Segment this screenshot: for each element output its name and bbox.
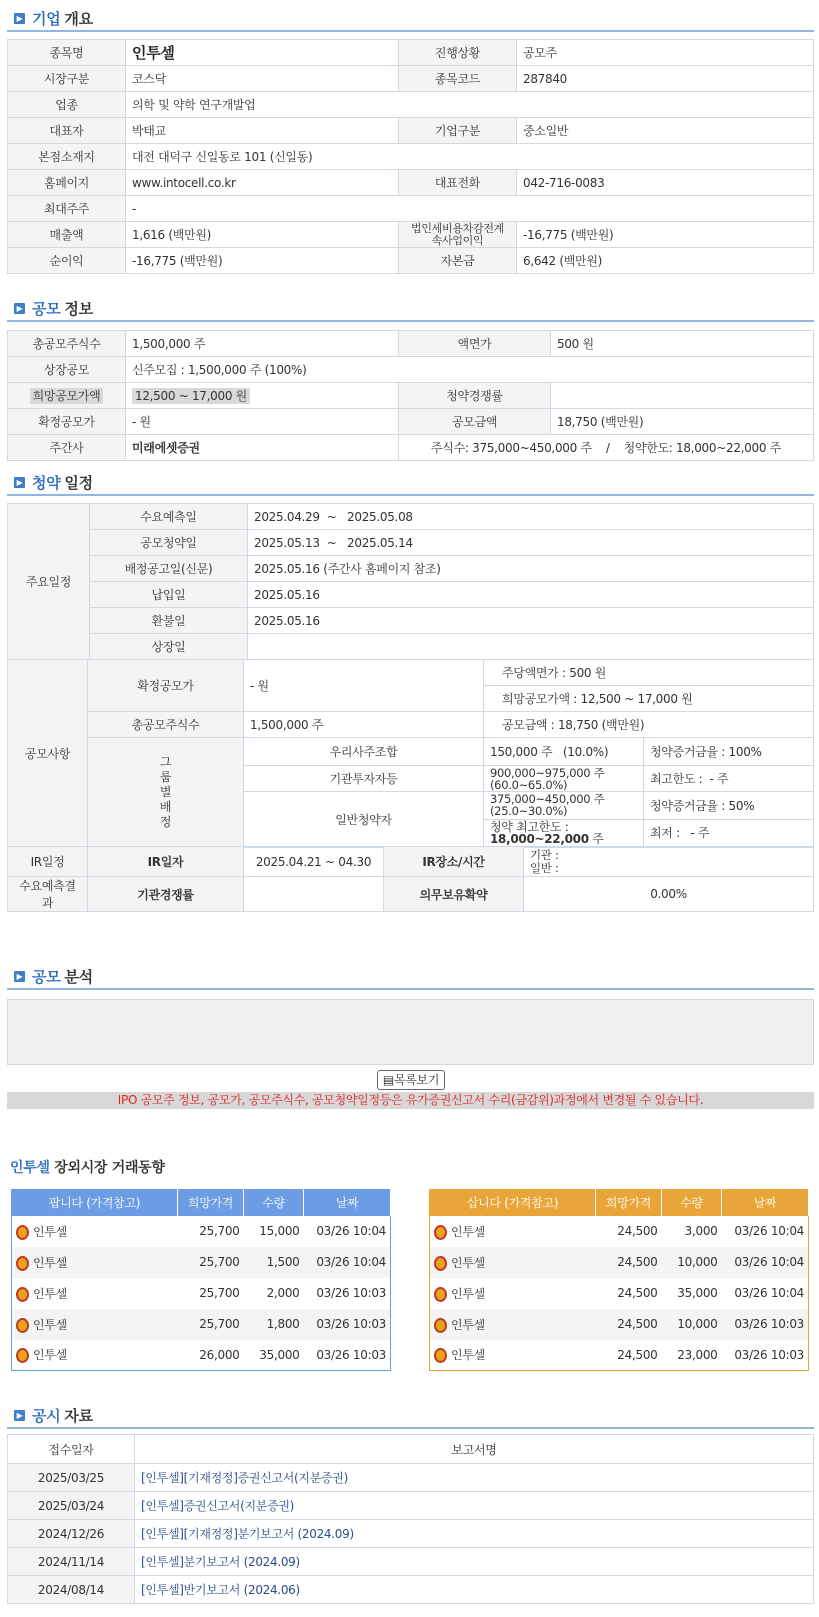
disclosure-date: 2024/12/26	[8, 1520, 135, 1548]
payment-label: 납입일	[90, 582, 248, 608]
par-value: 500 원	[551, 331, 814, 357]
otc-title: 인투셀 장외시장 거래동향	[10, 1160, 165, 1176]
offer-amount-value: 18,750 (백만원)	[551, 409, 814, 435]
medal-icon	[434, 1348, 447, 1363]
otc-qty: 10,000	[662, 1309, 722, 1340]
retail-label: 일반청약자	[244, 792, 484, 848]
ir-table	[7, 846, 814, 912]
competition-label: 청약경쟁률	[399, 383, 551, 409]
offer-items-table	[7, 659, 814, 848]
disclosure-date: 2024/08/14	[8, 1576, 135, 1604]
section-overview-title: ▶ 기업 개요	[14, 8, 93, 29]
disclosure-date: 2025/03/25	[8, 1464, 135, 1492]
payment-value: 2025.05.16	[248, 582, 814, 608]
otc-date: 03/26 10:03	[316, 1347, 386, 1362]
section-divider	[7, 494, 814, 496]
sales-label: 매출액	[8, 222, 126, 248]
employee-union-value: 150,000 주 (10.0%)	[484, 738, 644, 766]
medal-icon	[434, 1225, 447, 1240]
otc-date: 03/26 10:03	[722, 1309, 809, 1340]
subscription-value: 2025.05.13 ~ 2025.05.14	[248, 530, 814, 556]
section-bullet-icon: ▶	[14, 13, 25, 24]
par-line: 주당액면가 : 500 원	[484, 660, 814, 686]
disclosure-date: 2025/03/24	[8, 1492, 135, 1520]
list-button[interactable]: ▤목록보기	[377, 1070, 445, 1090]
sell-price-header: 희망가격	[178, 1190, 244, 1216]
section-bullet-icon: ▶	[14, 1410, 25, 1421]
stock-name: 인투셀	[126, 40, 399, 66]
phone-value: 042-716-0083	[517, 170, 814, 196]
code-value: 287840	[517, 66, 814, 92]
net-income-value: -16,775 (백만원)	[126, 248, 399, 274]
section-divider	[7, 30, 814, 32]
medal-icon	[434, 1287, 447, 1302]
ir-place-value: 기관 : 일반 :	[524, 847, 814, 877]
lockup-value: 0.00%	[524, 877, 814, 912]
ir-date-label: IR일자	[88, 847, 244, 877]
hope-price-value: 12,500 ~ 17,000 원	[126, 383, 399, 409]
medal-icon	[16, 1287, 29, 1302]
buy-date-header: 날짜	[722, 1190, 809, 1216]
otc-qty: 35,000	[259, 1347, 300, 1362]
subscription-label: 공모청약일	[90, 530, 248, 556]
homepage-label: 홈페이지	[8, 170, 126, 196]
underwriter-info: 주식수: 375,000~450,000 주 / 청약한도: 18,000~22,000 주	[399, 435, 814, 461]
disclosure-report-link[interactable]: [인투셀]반기보고서 (2024.06)	[135, 1576, 814, 1604]
otc-date: 03/26 10:03	[734, 1347, 804, 1362]
company-type-label: 기업구분	[399, 118, 517, 144]
otc-row[interactable]	[12, 1216, 391, 1247]
list-icon: ▤	[382, 1073, 394, 1087]
otc-price: 25,700	[178, 1247, 244, 1278]
offer-items-label: 공모사항	[8, 660, 88, 848]
otc-qty: 35,000	[677, 1286, 718, 1300]
retail-min: 최저 : - 주	[650, 826, 710, 840]
otc-stock[interactable]: 인투셀	[430, 1216, 596, 1247]
institution-limit: 최고한도 : - 주	[644, 766, 814, 792]
otc-row[interactable]	[12, 1278, 391, 1309]
otc-row[interactable]	[430, 1278, 809, 1309]
overview-table	[7, 39, 814, 274]
otc-qty: 1,800	[244, 1309, 304, 1340]
otc-price: 25,700	[199, 1286, 240, 1300]
market-label: 시장구분	[8, 66, 126, 92]
capital-label: 자본금	[399, 248, 517, 274]
demand-result-label: 수요예측결과	[8, 877, 88, 912]
section-schedule-title: ▶ 청약 일정	[14, 472, 93, 493]
sell-date-header: 날짜	[304, 1190, 391, 1216]
demand-forecast-value: 2025.04.29 ~ 2025.05.08	[248, 504, 814, 530]
ir-place-label: IR장소/시간	[384, 847, 524, 877]
underwriter-label: 주간사	[8, 435, 126, 461]
buy-qty-header: 수량	[662, 1190, 722, 1216]
retail-margin: 청약증거금율 : 50%	[644, 792, 813, 820]
competition-value	[551, 383, 814, 409]
holder-value: -	[126, 196, 814, 222]
retail-right-cell	[644, 792, 814, 848]
sell-table	[11, 1189, 391, 1371]
buy-table	[429, 1189, 809, 1371]
section-offer-title: ▶ 공모 정보	[14, 298, 93, 319]
ir-schedule-label: IR일정	[8, 847, 88, 877]
listing-label: 상장공모	[8, 357, 126, 383]
phone-label: 대표전화	[399, 170, 517, 196]
ceo-value: 박태교	[126, 118, 399, 144]
market-value: 코스닥	[126, 66, 399, 92]
status-label: 진행상황	[399, 40, 517, 66]
offer-table	[7, 330, 814, 461]
listing-date-value	[248, 634, 814, 660]
report-header: 보고서명	[135, 1435, 814, 1464]
otc-date: 03/26 10:04	[722, 1247, 809, 1278]
net-income-label: 순이익	[8, 248, 126, 274]
disclosure-report-link[interactable]: [인투셀]분기보고서 (2024.09)	[135, 1548, 814, 1576]
section-divider	[7, 988, 814, 990]
retail-value: 375,000~450,000 주 (25.0~30.0%)	[484, 792, 643, 820]
medal-icon	[16, 1256, 29, 1271]
hq-label: 본점소재지	[8, 144, 126, 170]
disclosure-row	[8, 1492, 814, 1520]
otc-stock[interactable]: 인투셀	[430, 1340, 596, 1371]
otc-qty: 2,000	[266, 1286, 300, 1300]
offer-amount-label: 공모금액	[399, 409, 551, 435]
otc-row[interactable]	[430, 1216, 809, 1247]
employee-union-label: 우리사주조합	[244, 738, 484, 766]
otc-qty: 15,000	[259, 1224, 300, 1238]
otc-row[interactable]	[430, 1309, 809, 1340]
refund-label: 환불일	[90, 608, 248, 634]
otc-row[interactable]	[430, 1340, 809, 1371]
inst-competition-value	[244, 877, 384, 912]
group-allocation-label: 그룹별배정	[88, 738, 244, 848]
otc-price: 26,000	[199, 1347, 240, 1362]
listing-date-label: 상장일	[90, 634, 248, 660]
fixed-price-label: 확정공모가	[8, 409, 126, 435]
otc-row[interactable]	[12, 1247, 391, 1278]
buy-price-header: 희망가격	[596, 1190, 662, 1216]
disclosure-row	[8, 1520, 814, 1548]
sell-qty-header: 수량	[244, 1190, 304, 1216]
disclosure-row	[8, 1548, 814, 1576]
otc-qty: 23,000	[677, 1347, 718, 1362]
homepage-link[interactable]: www.intocell.co.kr	[126, 170, 399, 196]
total-shares-value: 1,500,000 주	[126, 331, 399, 357]
industry-value: 의학 및 약학 연구개발업	[126, 92, 814, 118]
otc-date: 03/26 10:03	[316, 1286, 386, 1300]
medal-icon	[16, 1318, 29, 1333]
lockup-label: 의무보유확약	[384, 877, 524, 912]
disclosure-table	[7, 1434, 814, 1604]
medal-icon	[434, 1256, 447, 1271]
schedule-table	[7, 503, 814, 660]
otc-stock[interactable]: 인투셀	[430, 1278, 596, 1309]
analysis-content	[7, 999, 814, 1065]
otc-qty: 3,000	[684, 1224, 718, 1238]
buy-header: 삽니다 (가격참고)	[430, 1190, 596, 1216]
sales-value: 1,616 (백만원)	[126, 222, 399, 248]
retail-max-limit: 청약 최고한도 : 18,000~22,000 주	[490, 820, 604, 846]
code-label: 종목코드	[399, 66, 517, 92]
section-analysis-title: ▶ 공모 분석	[14, 966, 93, 987]
section-bullet-icon: ▶	[14, 971, 25, 982]
date-header: 접수일자	[8, 1435, 135, 1464]
medal-icon	[434, 1318, 447, 1333]
main-schedule-label: 주요일정	[8, 504, 90, 660]
otc-price: 24,500	[617, 1224, 658, 1238]
allocation-value: 2025.05.16 (주간사 홈페이지 참조)	[248, 556, 814, 582]
section-bullet-icon: ▶	[14, 477, 25, 488]
industry-label: 업종	[8, 92, 126, 118]
otc-qty: 1,500	[244, 1247, 304, 1278]
status-value: 공모주	[517, 40, 814, 66]
otc-price: 24,500	[596, 1247, 662, 1278]
capital-value: 6,642 (백만원)	[517, 248, 814, 274]
otc-stock[interactable]: 인투셀	[12, 1216, 178, 1247]
total-shares-value: 1,500,000 주	[244, 712, 484, 738]
offer-amount-line: 공모금액 : 18,750 (백만원)	[484, 712, 814, 738]
disclosure-row	[8, 1576, 814, 1604]
disclosure-row	[8, 1464, 814, 1492]
otc-price: 25,700	[199, 1224, 240, 1238]
disclosure-report-link[interactable]: [인투셀][기재정정]분기보고서 (2024.09)	[135, 1520, 814, 1548]
otc-price: 24,500	[617, 1286, 658, 1300]
pretax-income-value: -16,775 (백만원)	[517, 222, 814, 248]
otc-stock[interactable]: 인투셀	[430, 1309, 596, 1340]
otc-stock[interactable]: 인투셀	[12, 1309, 178, 1340]
par-label: 액면가	[399, 331, 551, 357]
fixed-price-value: - 원	[126, 409, 399, 435]
institution-value: 900,000~975,000 주 (60.0~65.0%)	[484, 766, 644, 792]
otc-price: 24,500	[617, 1347, 658, 1362]
hope-price-label: 희망공모가액	[8, 383, 126, 409]
otc-date: 03/26 10:03	[304, 1309, 391, 1340]
holder-label: 최대주주	[8, 196, 126, 222]
pretax-income-label: 법인세비용차감전계속사업이익	[399, 222, 517, 248]
retail-cell	[484, 792, 644, 848]
refund-value: 2025.05.16	[248, 608, 814, 634]
otc-qty: 10,000	[662, 1247, 722, 1278]
disclosure-report-link[interactable]: [인투셀][기재정정]증권신고서(지분증권)	[135, 1464, 814, 1492]
otc-row[interactable]	[12, 1309, 391, 1340]
total-shares-label: 총공모주식수	[88, 712, 244, 738]
section-divider	[7, 320, 814, 322]
institution-label: 기관투자자등	[244, 766, 484, 792]
otc-date: 03/26 10:04	[304, 1247, 391, 1278]
otc-price: 25,700	[178, 1309, 244, 1340]
otc-date: 03/26 10:04	[316, 1224, 386, 1238]
otc-stock[interactable]: 인투셀	[12, 1247, 178, 1278]
medal-icon	[16, 1225, 29, 1240]
fixed-price-label: 확정공모가	[88, 660, 244, 712]
inst-competition-label: 기관경쟁률	[88, 877, 244, 912]
section-disclosure-title: ▶ 공시 자료	[14, 1405, 93, 1426]
company-type-value: 중소일반	[517, 118, 814, 144]
otc-date: 03/26 10:04	[734, 1286, 804, 1300]
sell-header: 팝니다 (가격참고)	[12, 1190, 178, 1216]
otc-stock[interactable]: 인투셀	[430, 1247, 596, 1278]
otc-date: 03/26 10:04	[734, 1224, 804, 1238]
listing-value: 신주모집 : 1,500,000 주 (100%)	[126, 357, 814, 383]
employee-union-margin: 청약증거금율 : 100%	[644, 738, 814, 766]
medal-icon	[16, 1348, 29, 1363]
allocation-label: 배정공고일(신문)	[90, 556, 248, 582]
otc-row[interactable]	[430, 1247, 809, 1278]
change-notice: IPO 공모주 정보, 공모가, 공모주식수, 공모청약일정등은 유가증권신고서 수리(금감위)과정에서 변경될 수 있습니다.	[7, 1092, 814, 1109]
disclosure-report-link[interactable]: [인투셀]증권신고서(지분증권)	[135, 1492, 814, 1520]
disclosure-date: 2024/11/14	[8, 1548, 135, 1576]
section-divider	[7, 1427, 814, 1429]
ir-date-value: 2025.04.21 ~ 04.30	[244, 847, 384, 877]
otc-stock[interactable]: 인투셀	[12, 1278, 178, 1309]
hq-value: 대전 대덕구 신일동로 101 (신일동)	[126, 144, 814, 170]
otc-stock[interactable]: 인투셀	[12, 1340, 178, 1371]
demand-forecast-label: 수요예측일	[90, 504, 248, 530]
fixed-price-value: - 원	[244, 660, 484, 712]
hope-price-line: 희망공모가액 : 12,500 ~ 17,000 원	[484, 686, 814, 712]
ceo-label: 대표자	[8, 118, 126, 144]
otc-row[interactable]	[12, 1340, 391, 1371]
total-shares-label: 총공모주식수	[8, 331, 126, 357]
stock-name-label: 종목명	[8, 40, 126, 66]
section-bullet-icon: ▶	[14, 303, 25, 314]
underwriter-value: 미래에셋증권	[126, 435, 399, 461]
otc-price: 24,500	[596, 1309, 662, 1340]
